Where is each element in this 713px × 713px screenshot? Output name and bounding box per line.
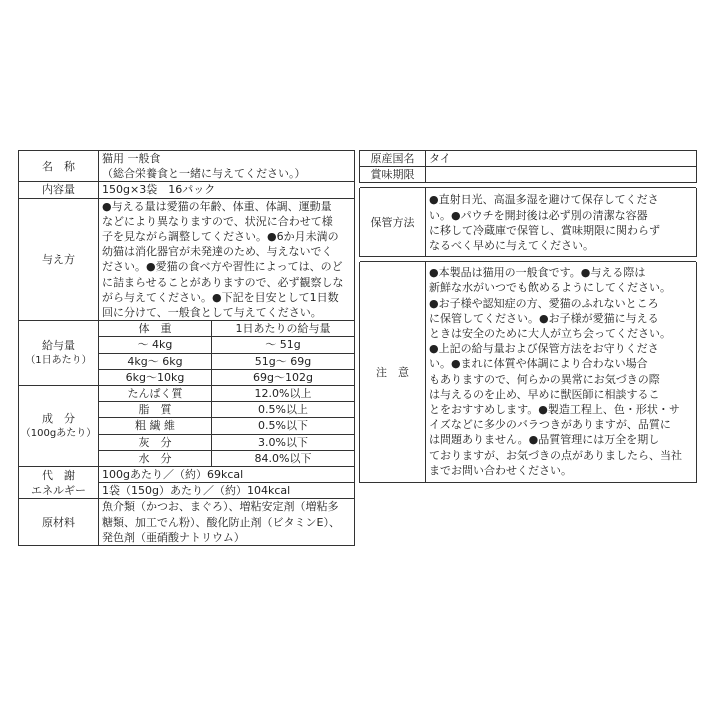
expiry-value — [426, 167, 697, 183]
content-value: 150g×3袋 16パック — [99, 182, 355, 198]
amount-label — [19, 321, 99, 386]
nutrient-value: 12.0%以上 — [212, 386, 355, 402]
nutrient-value: 0.5%以下 — [212, 418, 355, 434]
caution-line: は与えるのを止め、早めに獣医師に相談するこ — [429, 387, 660, 401]
composition-label-text: 成 分 — [42, 411, 75, 425]
product-spec-table-left — [18, 150, 355, 546]
product-spec-table-right — [359, 150, 697, 483]
nutrient-value: 3.0%以下 — [212, 434, 355, 450]
feeding-text — [99, 198, 355, 321]
name-line2: （総合栄養食と一緒に与えてください。） — [102, 167, 306, 181]
feeding-line: などにより異なりますので、状況に合わせて様 — [102, 214, 333, 228]
name-row — [19, 151, 355, 182]
feeding-line: 回に分けて、一般食として与えてください。 — [102, 306, 322, 320]
nutrient-name: たんぱく質 — [99, 386, 212, 402]
feeding-line: 幼猫は消化器官が未発達のため、与えないでく — [102, 245, 333, 259]
storage-label: 保管方法 — [360, 188, 426, 257]
caution-line: に保管してください。●お子様が愛猫に与える — [429, 311, 659, 325]
composition-sublabel: （100gあたり） — [20, 428, 97, 440]
storage-line: い。●パウチを開封後は必ず別の清潔な容器 — [429, 208, 648, 222]
feeding-line: 子を見ながら調整してください。●6か月未満の — [102, 230, 339, 244]
storage-text — [426, 188, 697, 257]
caution-line: は問題ありません。●品質管理には万全を期し — [429, 433, 660, 447]
feeding-line: ●与える量は愛猫の年齢、体重、体調、運動量 — [102, 199, 332, 213]
expiry-label: 賞味期限 — [360, 167, 426, 183]
caution-line: イズなどに多少のバラつきがありますが、品質に — [429, 418, 671, 432]
name-label-text: 名 称 — [42, 159, 75, 173]
ingredients-text — [99, 499, 355, 546]
origin-row — [360, 151, 697, 167]
amount-header: 1日あたりの給与量 — [212, 321, 355, 337]
nutrient-name: 粗 繊 維 — [99, 418, 212, 434]
caution-line: 新鮮な水がいつでも飲めるようにしてください。 — [429, 281, 671, 295]
nutrient-name: 水 分 — [99, 450, 212, 466]
feeding-line: ださい。●愛猫の食べ方や習性によっては、のど — [102, 260, 343, 274]
ingredients-line: 発色剤（亜硝酸ナトリウム） — [102, 530, 245, 544]
amount-cell: 69g～102g — [212, 369, 355, 385]
composition-label — [19, 386, 99, 467]
composition-row — [19, 386, 355, 402]
caution-line: までお問い合わせください。 — [429, 463, 572, 477]
ingredients-line: 魚介類（かつお、まぐろ）、増粘安定剤（増粘多 — [102, 500, 339, 514]
storage-line: ●直射日光、高温多湿を避けて保存してくださ — [429, 193, 659, 207]
caution-line: ●上記の給与量および保管方法をお守りくださ — [429, 342, 659, 356]
caution-text — [426, 262, 697, 483]
caution-line: ●本製品は猫用の一般食です。●与える際は — [429, 266, 646, 280]
nutrient-name: 灰 分 — [99, 434, 212, 450]
caution-line: ておりますが、お気づきの点がありましたら、当社 — [429, 448, 682, 462]
nutrient-value: 84.0%以下 — [212, 450, 355, 466]
feeding-label: 与え方 — [19, 198, 99, 321]
amount-sublabel: （1日あたり） — [25, 355, 92, 367]
caution-line: とをおすすめします。●製造工程上、色・形状・サ — [429, 403, 680, 417]
caution-line: ●お子様や認知症の方、愛猫のふれないところ — [429, 296, 659, 310]
energy-row — [19, 467, 355, 483]
storage-line: なるべく早めに与えてください。 — [429, 239, 594, 253]
expiry-row — [360, 167, 697, 183]
caution-label: 注 意 — [360, 262, 426, 483]
amount-cell: ～ 51g — [212, 337, 355, 353]
name-line1: 猫用 一般食 — [102, 152, 161, 165]
ingredients-line: 糖類、加工でん粉）、酸化防止剤（ビタミンE）、 — [102, 515, 340, 529]
weight-header: 体 重 — [99, 321, 212, 337]
origin-value: タイ — [426, 151, 697, 167]
name-value — [99, 151, 355, 182]
weight-cell: 6kg～10kg — [99, 369, 212, 385]
feeding-row — [19, 198, 355, 321]
feeding-line: に詰まらせることがありますので、必ず観察しな — [102, 275, 344, 289]
energy-label — [19, 467, 99, 499]
nutrient-name: 脂 質 — [99, 402, 212, 418]
caution-row — [360, 262, 697, 483]
storage-row — [360, 188, 697, 257]
nutrient-value: 0.5%以上 — [212, 402, 355, 418]
ingredients-label: 原材料 — [19, 499, 99, 546]
weight-cell: 4kg～ 6kg — [99, 353, 212, 369]
caution-line: ときは安全のために大人が立ち会ってください。 — [429, 327, 671, 341]
origin-label: 原産国名 — [360, 151, 426, 167]
amount-label-text: 給与量 — [42, 338, 75, 352]
caution-line: い。●まれに体質や体調により合わない場合 — [429, 357, 648, 371]
energy-value-1: 100gあたり／（約）69kcal — [99, 467, 355, 483]
content-label: 内容量 — [19, 182, 99, 198]
ingredients-row — [19, 499, 355, 546]
feeding-line: がら与えてください。●下記を目安として1日数 — [102, 290, 339, 304]
weight-cell: ～ 4kg — [99, 337, 212, 353]
name-label — [19, 151, 99, 182]
energy-label-line2: エネルギー — [31, 483, 86, 497]
energy-label-line1: 代 謝 — [42, 468, 75, 482]
amount-header-row — [19, 321, 355, 337]
caution-line: もありますので、何らかの異常にお気づきの際 — [429, 372, 660, 386]
content-row — [19, 182, 355, 198]
storage-line: に移して冷蔵庫で保管し、賞味期限に関わらず — [429, 223, 660, 237]
amount-cell: 51g～ 69g — [212, 353, 355, 369]
energy-value-2: 1袋（150g）あたり／（約）104kcal — [99, 483, 355, 499]
